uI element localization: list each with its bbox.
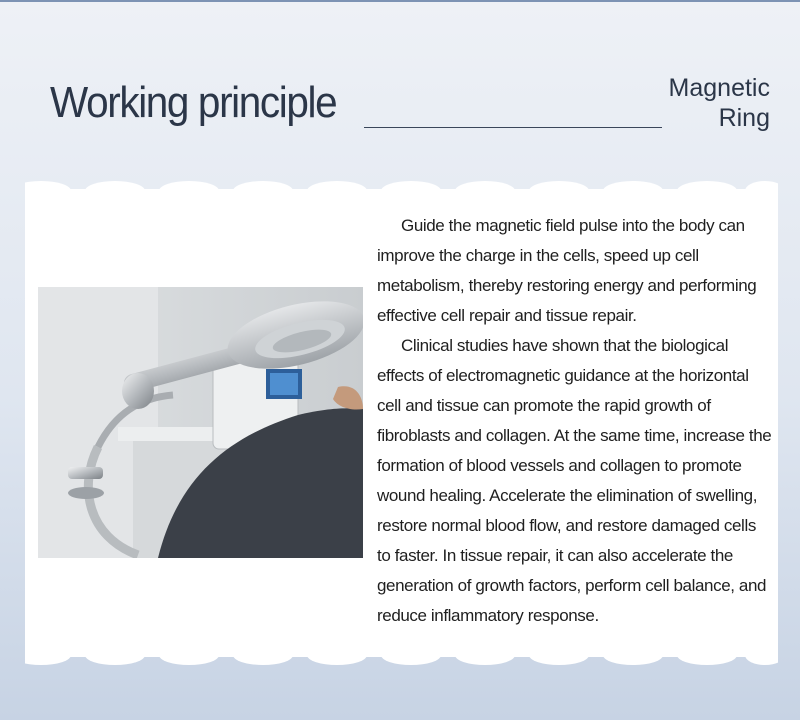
paragraph-2: Clinical studies have shown that the biological effects of electromagnetic guidance at the horizontal cell and tissue can promote the rapid growth of fibroblasts and collagen. At the same time, increase the formation of blood vessels and collagen to promote wound healing. Accelerate the elimination of swelling, restore normal blood flow, and restore damaged cells to faster. In tissue repair, it can also accelerate the generation of growth factors, perform cell balance, and reduce inflammatory response. [377,336,772,625]
description-text [377,211,772,631]
page-title: Working principle [50,78,337,127]
device-photo [38,287,363,558]
magnetic-ring-device-illustration [38,287,363,558]
content-card [25,181,778,665]
section-subtitle: Magnetic Ring [668,74,770,132]
paragraph-1: Guide the magnetic field pulse into the body can improve the charge in the cells, speed up cell metabolism, thereby restoring energy and performing effective cell repair and tissue repair. [377,216,757,325]
title-underline [364,127,662,128]
top-border-line [0,0,800,2]
